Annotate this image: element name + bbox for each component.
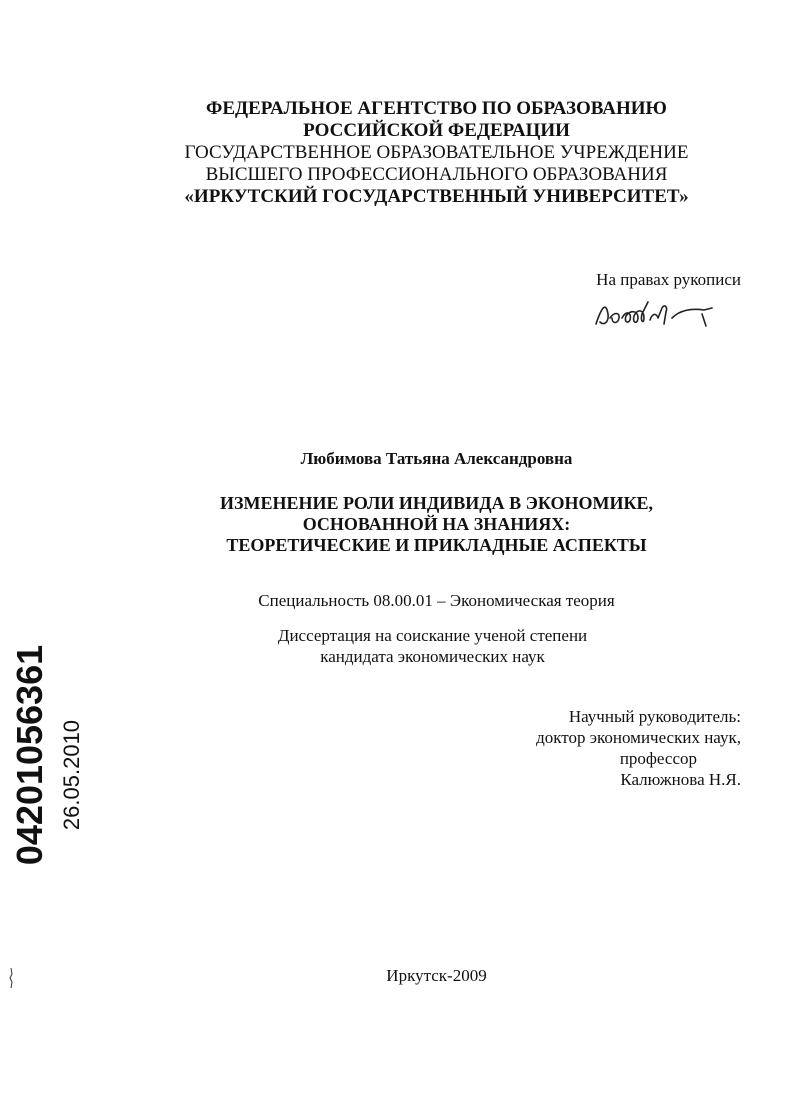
manuscript-rights-note: На правах рукописи — [596, 270, 741, 289]
institution-header — [40, 98, 793, 208]
archive-number: 04201056361 — [9, 644, 50, 866]
signature-image — [592, 296, 724, 332]
scientific-supervisor — [536, 706, 741, 790]
header-line-agency: ФЕДЕРАЛЬНОЕ АГЕНТСТВО ПО ОБРАЗОВАНИЮ — [206, 98, 667, 119]
degree-line-1: Диссертация на соискание ученой степени — [277, 626, 588, 645]
title-line-1: ИЗМЕНЕНИЕ РОЛИ ИНДИВИДА В ЭКОНОМИКЕ, — [219, 493, 654, 513]
header-line-institution-type: ГОСУДАРСТВЕННОЕ ОБРАЗОВАТЕЛЬНОЕ УЧРЕЖДЕНИЕ — [184, 142, 689, 163]
supervisor-degree: доктор экономических наук, — [536, 728, 741, 747]
supervisor-rank: профессор — [619, 749, 697, 768]
header-line-university: «ИРКУТСКИЙ ГОСУДАРСТВЕННЫЙ УНИВЕРСИТЕТ» — [184, 186, 689, 207]
margin-mark-icon — [6, 966, 16, 990]
specialty: Специальность 08.00.01 – Экономическая теория — [258, 591, 615, 610]
title-line-2: ОСНОВАННОЙ НА ЗНАНИЯХ: — [302, 514, 571, 534]
supervisor-label: Научный руководитель: — [568, 707, 741, 726]
supervisor-name: Калюжнова Н.Я. — [620, 770, 741, 789]
header-line-country: РОССИЙСКОЙ ФЕДЕРАЦИИ — [303, 120, 570, 141]
city-year: Иркутск-2009 — [386, 966, 487, 985]
degree-statement — [36, 625, 793, 667]
title-line-3: ТЕОРЕТИЧЕСКИЕ И ПРИКЛАДНЫЕ АСПЕКТЫ — [226, 535, 647, 555]
degree-line-2: кандидата экономических наук — [320, 647, 545, 666]
header-line-education-level: ВЫСШЕГО ПРОФЕССИОНАЛЬНОГО ОБРАЗОВАНИЯ — [205, 164, 668, 185]
dissertation-title — [40, 493, 793, 556]
author-name: Любимова Татьяна Александровна — [300, 449, 573, 468]
archive-date: 26.05.2010 — [59, 719, 84, 831]
